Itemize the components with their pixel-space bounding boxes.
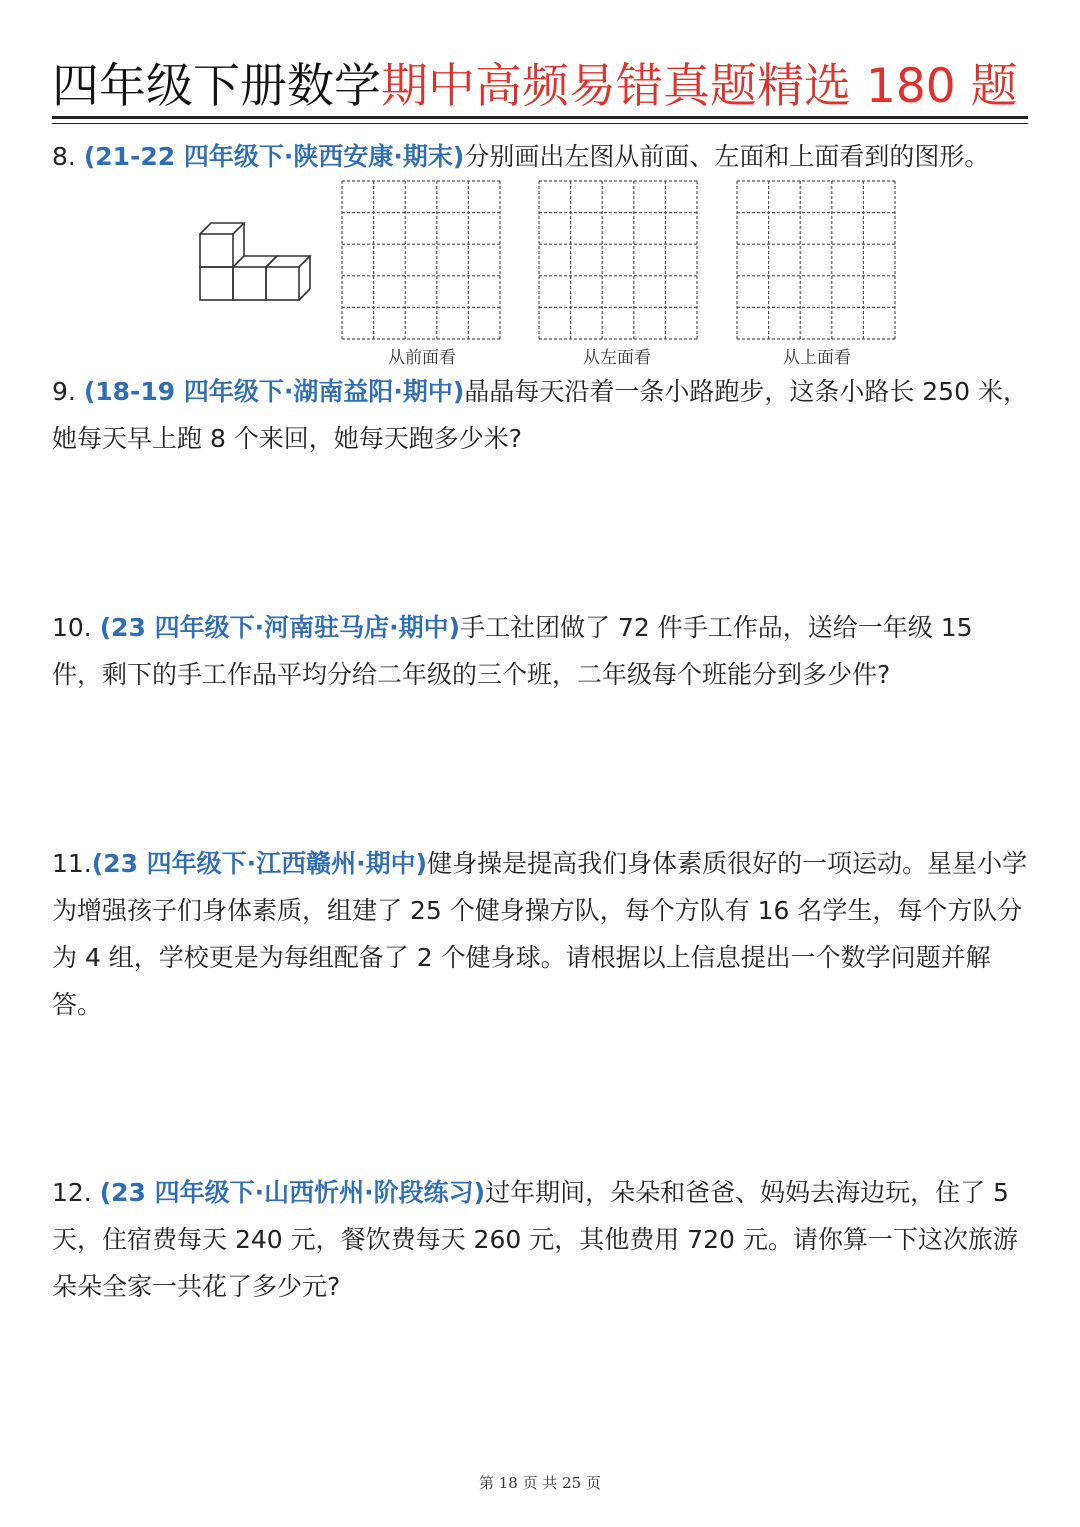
cube-stack-drawing <box>200 223 310 300</box>
grid-front-view <box>342 181 500 339</box>
caption-left-view: 从左面看 <box>583 348 651 368</box>
question-11 <box>52 840 1030 1028</box>
question-10 <box>52 604 1030 698</box>
question-number: 9. <box>52 377 76 406</box>
question-source: (18-19 四年级下·湖南益阳·期中) <box>83 377 465 406</box>
question-text: 过年期间，朵朵和爸爸、妈妈去海边玩，住了 5 天，住宿费每天 240 元，餐饮费每天 260 元，其他费用 720 元。请你算一下这次旅游朵朵全家一共花了多少元? <box>52 1178 1018 1301</box>
three-view-figure <box>0 0 1080 380</box>
question-source: (23 四年级下·河南驻马店·期中) <box>99 613 461 642</box>
question-source: (23 四年级下·山西忻州·阶段练习) <box>99 1178 486 1207</box>
question-text: 健身操是提高我们身体素质很好的一项运动。星星小学为增强孩子们身体素质，组建了 25 个健身操方队，每个方队有 16 名学生，每个方队分为 4 组，学校更是为每组配备了 2 个健身球。请根据以上信息提出一个数学问题并解答。 <box>52 849 1028 1019</box>
question-12 <box>52 1169 1030 1310</box>
grid-top-view <box>737 181 895 339</box>
question-text: 分别画出左图从前面、左面和上面看到的图形。 <box>464 142 990 171</box>
question-number: 12. <box>52 1178 92 1207</box>
answer-grids <box>342 181 895 339</box>
question-source: (21-22 四年级下·陕西安康·期末) <box>83 142 465 171</box>
title-red: 期中高频易错真题精选 180 题 <box>381 59 1018 114</box>
caption-front-view: 从前面看 <box>388 348 456 368</box>
question-number: 11. <box>52 849 92 878</box>
grid-left-view <box>539 181 697 339</box>
question-source: (23 四年级下·江西赣州·期中) <box>91 849 428 878</box>
question-number: 8. <box>52 142 76 171</box>
title-black: 四年级下册数学 <box>52 59 381 114</box>
question-9 <box>52 368 1030 462</box>
page-footer: 第 18 页 共 25 页 <box>478 1474 601 1492</box>
caption-top-view: 从上面看 <box>783 348 851 368</box>
question-text: 手工社团做了 72 件手工作品，送给一年级 15 件，剩下的手工作品平均分给二年级的三个班，二年级每个班能分到多少件? <box>52 613 973 689</box>
question-text: 晶晶每天沿着一条小路跑步，这条小路长 250 米，她每天早上跑 8 个来回，她每天跑多少米? <box>52 377 1028 453</box>
question-number: 10. <box>52 613 92 642</box>
